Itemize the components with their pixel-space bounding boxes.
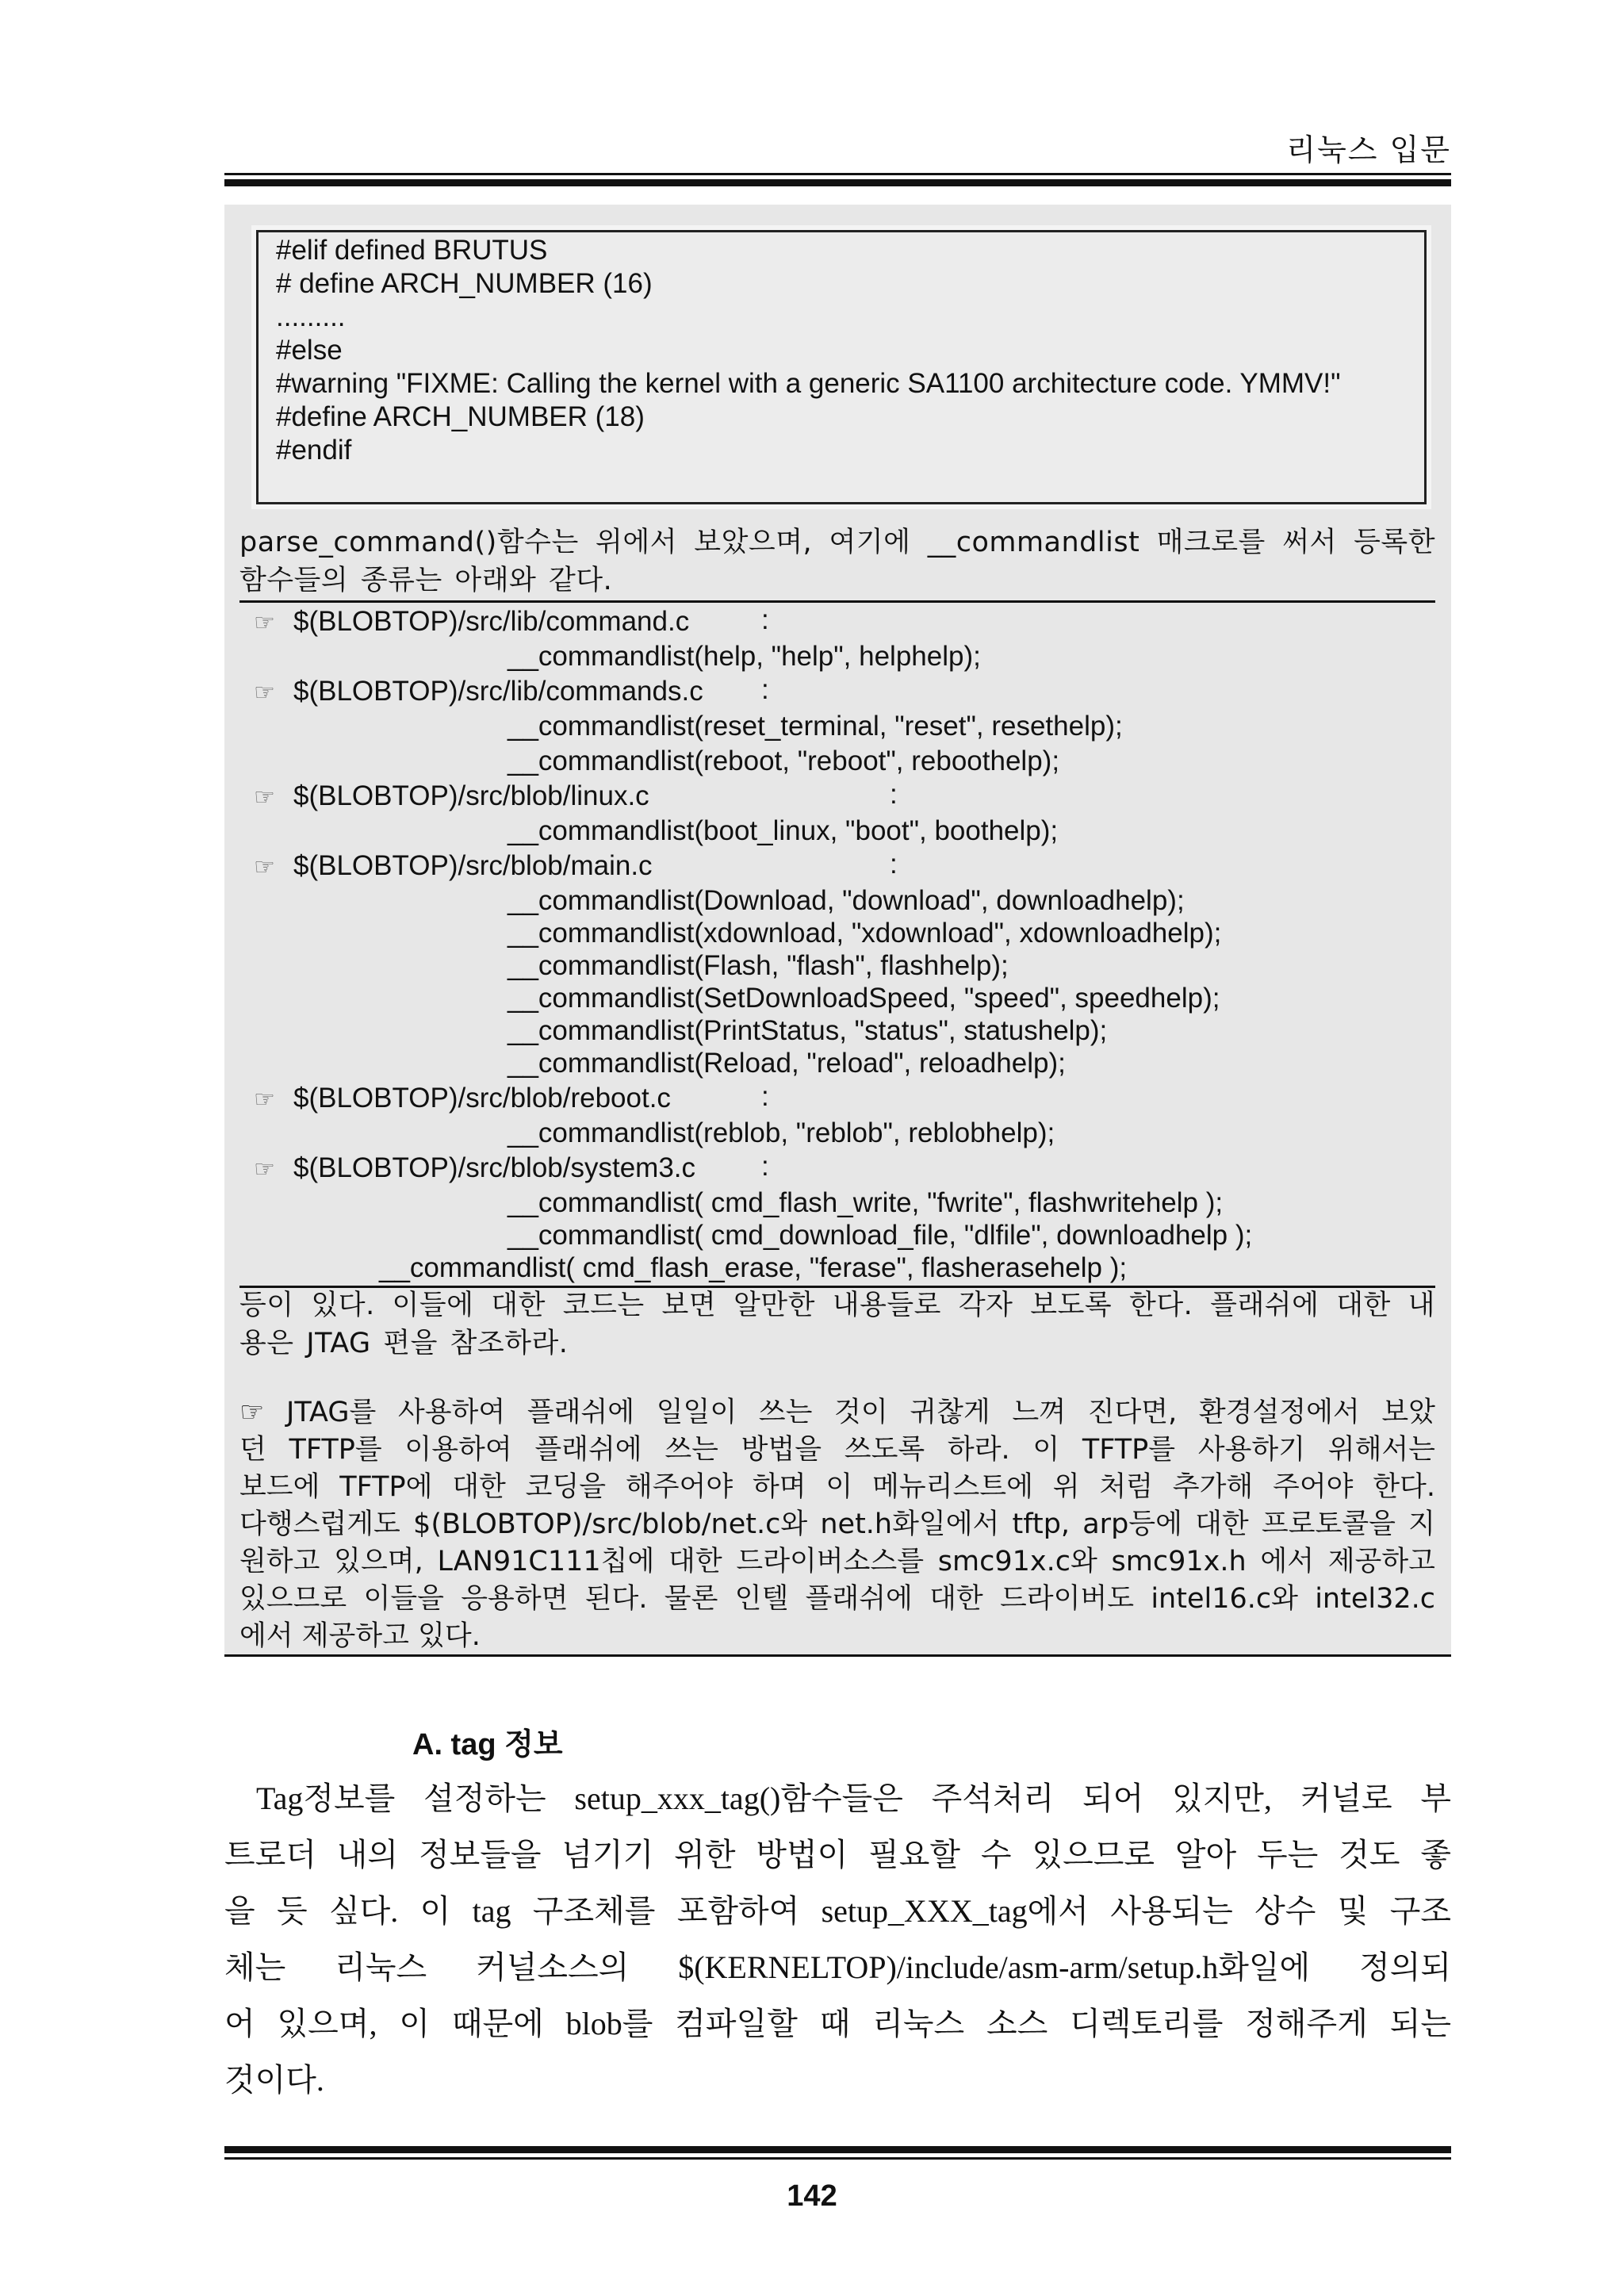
file-path: $(BLOBTOP)/src/blob/system3.c	[293, 1152, 696, 1183]
colon: :	[761, 604, 769, 635]
command-entry: __commandlist(Reload, "reload", reloadhelp);	[508, 1048, 1066, 1079]
command-entry: __commandlist(SetDownloadSpeed, "speed", speedhelp);	[508, 983, 1220, 1014]
page-number: 142	[787, 2179, 837, 2213]
note-line: 있으므로 이들을 응용하면 된다. 물론 인텔 플래쉬에 대한 드라이버도 intel16.c와 intel32.c	[239, 1583, 1435, 1615]
file-path: $(BLOBTOP)/src/blob/reboot.c	[293, 1083, 671, 1114]
after-list-line-1: 등이 있다. 이들에 대한 코드는 보면 알만한 내용들로 각자 보도록 한다. 플래쉬에 대한 내	[239, 1290, 1435, 1321]
file-path: $(BLOBTOP)/src/lib/command.c	[293, 606, 690, 637]
running-header-title: 리눅스 입문	[1286, 132, 1451, 167]
list-file-row	[254, 1081, 671, 1117]
section-heading: A. tag 정보	[412, 1728, 563, 1761]
pointing-hand-icon: ☞	[254, 853, 275, 881]
colon: :	[761, 1151, 769, 1182]
command-entry: __commandlist(Flash, "flash", flashhelp);	[508, 950, 1009, 981]
note-line: 원하고 있으며, LAN91C111칩에 대한 드라이버소스를 smc91x.c와 smc91x.h 에서 제공하고	[239, 1546, 1435, 1577]
note-line: 에서 제공하고 있다.	[239, 1620, 481, 1652]
header-rule-thin	[224, 173, 1451, 175]
pointing-hand-icon: ☞	[254, 679, 275, 707]
command-entry: __commandlist(Download, "download", downloadhelp);	[508, 885, 1185, 916]
intro-line-1: parse_command()함수는 위에서 보았으며, 여기에 __commandlist 매크로를 써서 등록한	[239, 527, 1435, 558]
file-path: $(BLOBTOP)/src/blob/linux.c	[293, 780, 649, 811]
command-entry: __commandlist(help, "help", helphelp);	[508, 641, 981, 672]
pointing-hand-icon: ☞	[254, 609, 275, 637]
after-list-line-2: 용은 JTAG 편을 참조하라.	[239, 1328, 569, 1359]
pointing-hand-icon: ☞	[254, 1156, 275, 1183]
command-entry: __commandlist(boot_linux, "boot", boothelp);	[508, 815, 1059, 846]
code-line: #elif defined BRUTUS	[276, 235, 548, 266]
code-line: #define ARCH_NUMBER (18)	[276, 401, 645, 432]
list-file-row	[254, 779, 649, 815]
note-paragraph	[239, 1394, 1435, 1655]
header-rule-thick	[224, 179, 1451, 186]
code-line: .........	[276, 301, 346, 332]
code-line: # define ARCH_NUMBER (16)	[276, 268, 653, 299]
pointing-hand-icon: ☞	[254, 784, 275, 811]
colon: :	[890, 849, 898, 880]
list-file-row	[254, 1151, 695, 1187]
code-line: #else	[276, 335, 343, 366]
command-entry: __commandlist(reboot, "reboot", reboothelp);	[508, 746, 1060, 776]
pointing-hand-icon: ☞	[254, 1086, 275, 1114]
intro-line-2: 함수들의 종류는 아래와 같다.	[239, 565, 613, 596]
code-line: #endif	[276, 435, 352, 466]
note-line: 던 TFTP를 이용하여 플래쉬에 쓰는 방법을 쓰도록 하라. 이 TFTP를 사용하기 위해서는	[239, 1434, 1435, 1466]
note-line: ☞ JTAG를 사용하여 플래쉬에 일일이 쓰는 것이 귀찮게 느껴 진다면, 환경설정에서 보았	[239, 1397, 1435, 1428]
command-entry: __commandlist(reblob, "reblob", reblobhelp);	[508, 1117, 1055, 1148]
command-entry: __commandlist( cmd_flash_erase, "ferase", flasherasehelp );	[379, 1252, 1128, 1283]
colon: :	[761, 674, 769, 705]
footer-rule-thick	[224, 2146, 1451, 2153]
colon: :	[761, 1081, 769, 1112]
section-body	[224, 1770, 1451, 2108]
command-entry: __commandlist(xdownload, "xdownload", xdownloadhelp);	[508, 918, 1222, 949]
list-top-rule	[239, 600, 1435, 603]
body-line: 것이다.	[224, 2062, 324, 2098]
command-entry: __commandlist( cmd_flash_write, "fwrite", flashwritehelp );	[508, 1187, 1224, 1218]
file-path: $(BLOBTOP)/src/lib/commands.c	[293, 676, 703, 707]
file-path: $(BLOBTOP)/src/blob/main.c	[293, 850, 653, 881]
colon: :	[890, 779, 898, 810]
list-file-row	[254, 849, 653, 885]
body-line: 을 듯 싶다. 이 tag 구조체를 포함하여 setup_XXX_tag에서 사용되는 상수 및 구조	[224, 1893, 1451, 1929]
command-entry: __commandlist(reset_terminal, "reset", resethelp);	[508, 711, 1123, 742]
body-line: 트로더 내의 정보들을 넘기기 위한 방법이 필요할 수 있으므로 알아 두는 것도 좋	[224, 1837, 1451, 1872]
note-line: 다행스럽게도 $(BLOBTOP)/src/blob/net.c와 net.h화일에서 tftp, arp등에 대한 프로토콜을 지	[239, 1508, 1435, 1540]
note-line: 보드에 TFTP에 대한 코딩을 해주어야 하며 이 메뉴리스트에 위 처럼 추가해 주어야 한다.	[239, 1471, 1435, 1503]
body-line: Tag정보를 설정하는 setup_xxx_tag()함수들은 주석처리 되어 있지만, 커널로 부	[256, 1780, 1451, 1816]
body-line: 체는 리눅스 커널소스의 $(KERNELTOP)/include/asm-arm/setup.h화일에 정의되	[224, 1949, 1451, 1985]
list-file-row	[254, 674, 703, 711]
command-entry: __commandlist( cmd_download_file, "dlfile", downloadhelp );	[508, 1220, 1253, 1251]
command-entry: __commandlist(PrintStatus, "status", statushelp);	[508, 1015, 1108, 1046]
code-line: #warning "FIXME: Calling the kernel with a generic SA1100 architecture code. YMMV!"	[276, 368, 1341, 399]
footer-rule-thin	[224, 2157, 1451, 2160]
list-file-row	[254, 604, 689, 641]
body-line: 어 있으며, 이 때문에 blob를 컴파일할 때 리눅스 소스 디렉토리를 정해주게 되는	[224, 2006, 1451, 2041]
